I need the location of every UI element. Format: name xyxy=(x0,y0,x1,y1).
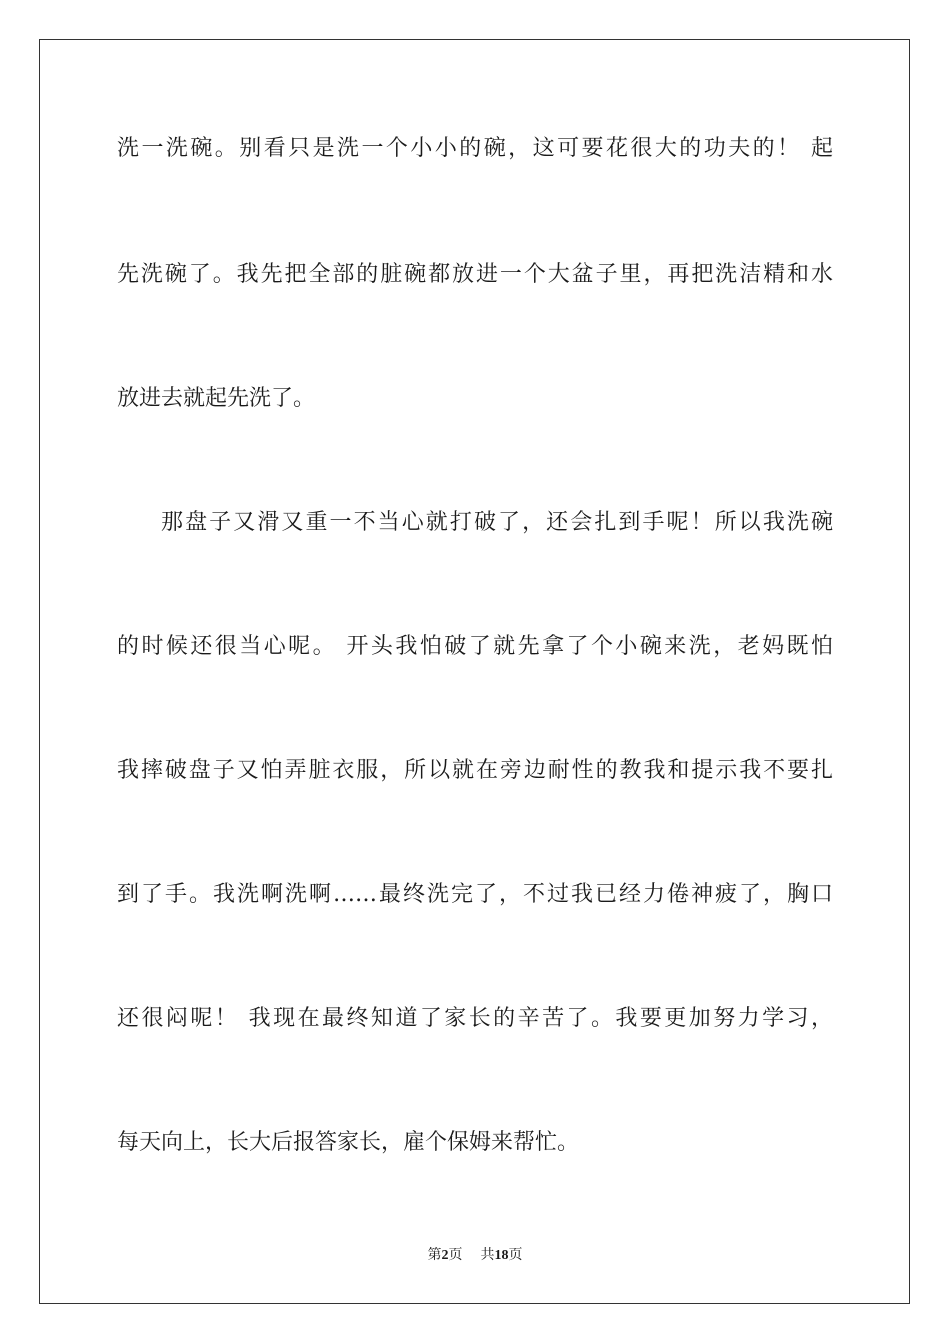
paragraph-line-9: 每天向上，长大后报答家长，雇个保姆来帮忙。 xyxy=(117,1130,580,1155)
paragraph-line-8: 还很闷呢！ 我现在最终知道了家长的辛苦了。我要更加努力学习， xyxy=(117,1006,833,1031)
page-border xyxy=(39,39,910,1304)
page-footer xyxy=(0,1246,950,1266)
paragraph-line-5: 的时候还很当心呢。 开头我怕破了就先拿了个小碗来洗，老妈既怕 xyxy=(117,634,833,659)
paragraph-line-7: 到了手。我洗啊洗啊……最终洗完了，不过我已经力倦神疲了，胸口 xyxy=(117,882,833,907)
paragraph-line-6: 我摔破盘子又怕弄脏衣服，所以就在旁边耐性的教我和提示我不要扎 xyxy=(117,758,833,783)
paragraph-line-4: 那盘子又滑又重一不当心就打破了，还会扎到手呢！所以我洗碗 xyxy=(161,510,833,535)
paragraph-line-2: 先洗碗了。我先把全部的脏碗都放进一个大盆子里，再把洗洁精和水 xyxy=(117,262,833,287)
paragraph-line-1: 洗一洗碗。别看只是洗一个小小的碗，这可要花很大的功夫的！ 起 xyxy=(117,136,833,161)
page-number-label: 第2页 xyxy=(427,1248,463,1263)
total-pages-label: 共18页 xyxy=(480,1248,523,1263)
paragraph-line-3: 放进去就起先洗了。 xyxy=(117,386,316,411)
